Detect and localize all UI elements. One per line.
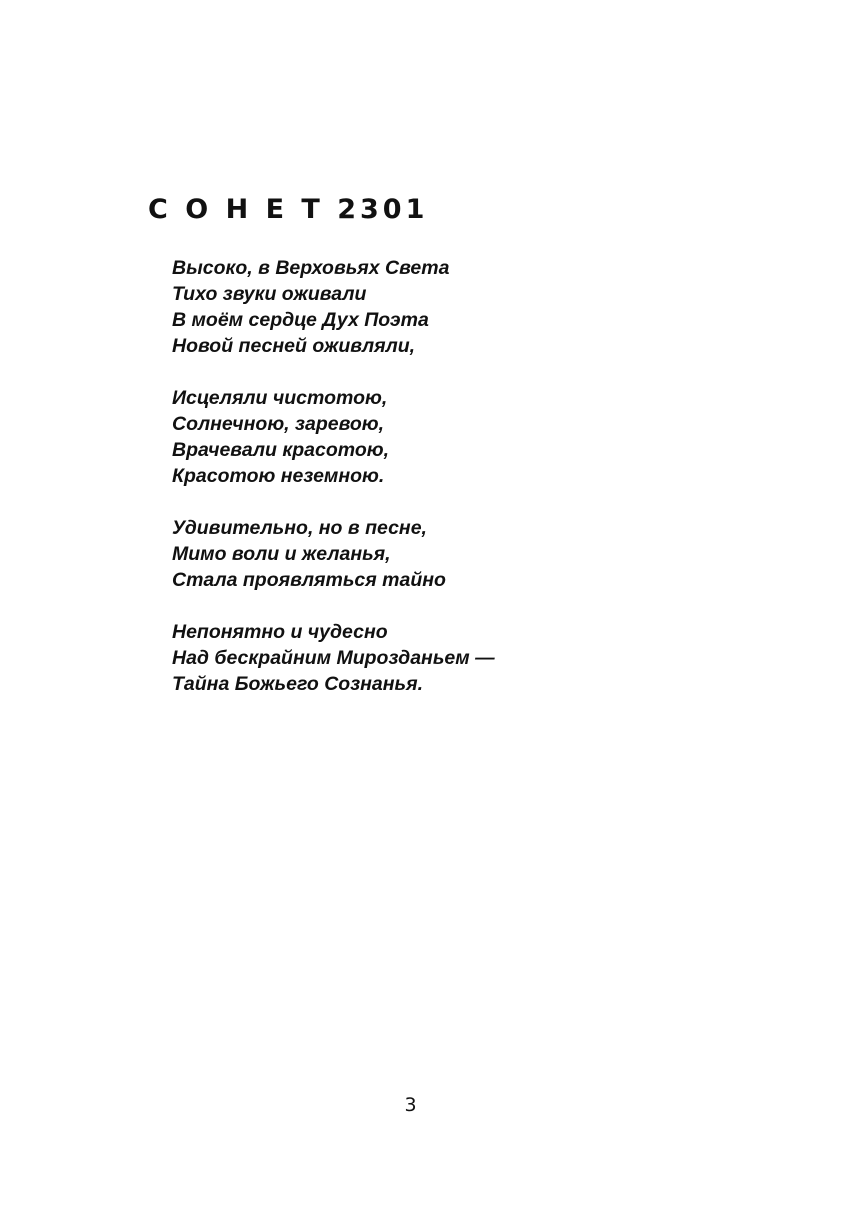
stanza-2 xyxy=(172,385,692,489)
stanza-4 xyxy=(172,619,692,697)
poem-line: Исцеляли чистотою, xyxy=(172,387,388,409)
poem-title: С О Н Е Т 2301 xyxy=(148,194,429,225)
poem-line: Стала проявляться тайно xyxy=(172,569,446,591)
poem-line: В моём сердце Дух Поэта xyxy=(172,309,429,331)
poem-line: Солнечною, заревою, xyxy=(172,413,385,435)
page-number: 3 xyxy=(404,1094,417,1116)
poem-line: Удивительно, но в песне, xyxy=(172,517,427,539)
stanza-1 xyxy=(172,255,692,359)
poem-line: Красотою неземною. xyxy=(172,465,385,487)
poem-line: Новой песней оживляли, xyxy=(172,335,416,357)
poem-line: Непонятно и чудесно xyxy=(172,621,388,643)
poem-line: Высоко, в Верховьях Света xyxy=(172,257,450,279)
poem-body xyxy=(172,255,692,723)
poem-line: Мимо воли и желанья, xyxy=(172,543,391,565)
poem-line: Тихо звуки оживали xyxy=(172,283,367,305)
poem-line: Тайна Божьего Сознанья. xyxy=(172,673,424,695)
poem-line: Над бескрайним Мирозданьем — xyxy=(172,647,495,669)
poem-line: Врачевали красотою, xyxy=(172,439,390,461)
stanza-3 xyxy=(172,515,692,593)
